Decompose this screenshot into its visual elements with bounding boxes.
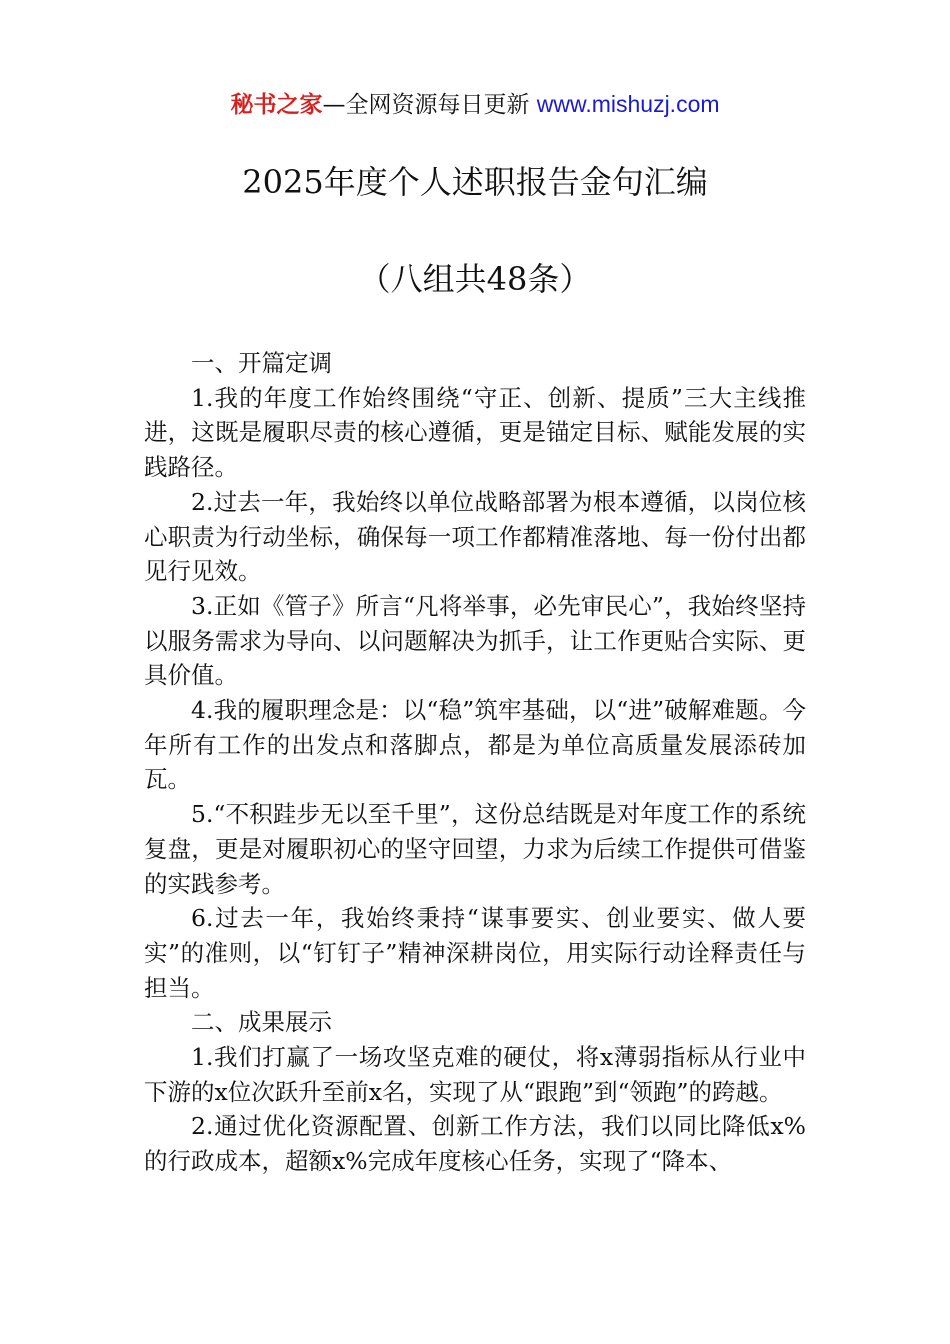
paragraph-item: 1.我的年度工作始终围绕“守正、创新、提质”三大主线推进，这既是履职尽责的核心遵循，更是锚定目标、赋能发展的实践路径。 <box>144 383 806 482</box>
paragraph-item: 3.正如《管子》所言“凡将举事，必先审民心”，我始终坚持以服务需求为导向、以问题解决为抓手，让工作更贴合实际、更具价值。 <box>144 591 806 690</box>
header-tagline: —全网资源每日更新 <box>322 92 530 118</box>
section-heading: 一、开篇定调 <box>191 349 332 377</box>
document-title: 2025年度个人述职报告金句汇编 <box>242 163 708 201</box>
brand-name: 秘书之家 <box>230 92 323 118</box>
paragraph-item: 6.过去一年，我始终秉持“谋事要实、创业要实、做人要实”的准则，以“钉钉子”精神深耕岗位，用实际行动诠释责任与担当。 <box>144 904 806 1002</box>
site-header <box>0 88 950 121</box>
paragraph-item: 4.我的履职理念是：以“稳”筑牢基础，以“进”破解难题。今年所有工作的出发点和落脚点，都是为单位高质量发展添砖加瓦。 <box>144 696 806 794</box>
section-heading: 二、成果展示 <box>191 1008 332 1037</box>
paragraph-item: 1.我们打赢了一场攻坚克难的硬仗，将x薄弱指标从行业中下游的x位次跃升至前x名，实现了从“跟跑”到“领跑”的跨越。 <box>144 1043 806 1106</box>
document-body <box>144 346 806 1179</box>
paragraph-item: 2.通过优化资源配置、创新工作方法，我们以同比降低x%的行政成本，超额x%完成年度核心任务，实现了“降本、 <box>144 1112 806 1176</box>
paragraph-item: 5.“不积跬步无以至千里”，这份总结既是对年度工作的系统复盘，更是对履职初心的坚守回望，力求为后续工作提供可借鉴的实践参考。 <box>144 800 806 898</box>
site-url-link[interactable]: www.mishuzj.com <box>536 91 720 117</box>
document-subtitle: （八组共48条） <box>358 260 592 298</box>
paragraph-item: 2.过去一年，我始终以单位战略部署为根本遵循，以岗位核心职责为行动坐标，确保每一项工作都精准落地、每一份付出都见行见效。 <box>144 487 806 586</box>
